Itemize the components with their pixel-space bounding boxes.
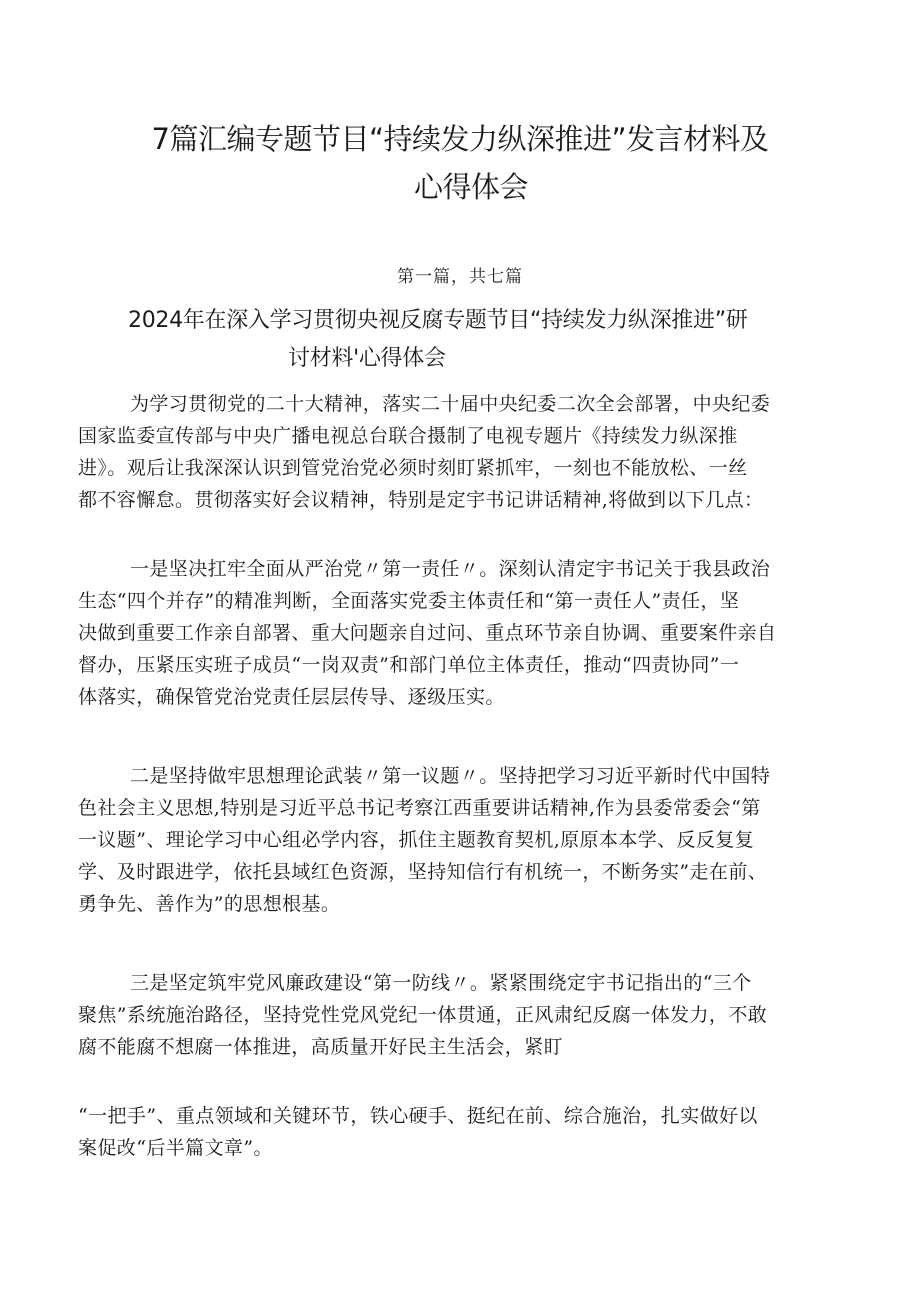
paragraph-line: 一是坚决扛牢全面从严治党〃第一责任〃。深刻认清定宇书记关于我县政治 [130, 558, 771, 580]
paragraph-intro [78, 388, 868, 516]
paragraph-line: 进》。观后让我深深认识到管党治党必须时刻盯紧抓牢，一刻也不能放松、一丝 [78, 457, 748, 479]
paragraph-point-3 [78, 967, 868, 1063]
document-title [60, 115, 860, 211]
paragraph-line: “一把手”、重点领域和关键环节，铁心硬手、挺纪在前、综合施治，扎实做好以 [78, 1105, 758, 1127]
paragraph-line: 一议题”、理论学习中心组必学内容，抓住主题教育契机,原原本本学、反反复复 [78, 829, 755, 851]
section-title-line-2: 讨材料'心得体会 [288, 346, 446, 371]
paragraph-line: 色社会主义思想,特别是习近平总书记考察江西重要讲话精神,作为县委常委会“第 [78, 797, 761, 819]
paragraph-line: 三是坚定筑牢党风廉政建设“第一防线〃。紧紧围绕定宇书记指出的“三个 [130, 972, 752, 994]
paragraph-line: 二是坚持做牢思想理论武装〃第一议题〃。坚持把学习习近平新时代中国特 [130, 765, 771, 787]
paragraph-line: 聚焦”系统施治路径，坚持党性党风党纪一体贯通，正风肃纪反腐一体发力，不敢 [78, 1004, 768, 1026]
paragraph-line: 督办，压紧压实班子成员“一岗双责”和部门单位主体责任，推动“四责协同”一 [78, 654, 740, 676]
section-title-line-1: 2024年在深入学习贯彻央视反腐专题节目“持续发力纵深推进”研 [128, 308, 748, 333]
paragraph-point-3-continued [78, 1100, 868, 1164]
paragraph-line: 案促改“后半篇文章”。 [78, 1137, 273, 1159]
paragraph-line: 体落实，确保管党治党责任层层传导、逐级压实。 [78, 686, 505, 708]
paragraph-line: 决做到重要工作亲自部署、重大问题亲自过问、重点环节亲自协调、重要案件亲自 [78, 622, 777, 644]
paragraph-line: 学、及时跟进学，依托县域红色资源，坚持知信行有机统一，不断务实”走在前、 [78, 861, 768, 883]
document-title-line-1: 7篇汇编专题节目“持续发力纵深推进”发言材料及 [151, 122, 769, 156]
paragraph-point-2 [78, 760, 868, 920]
paragraph-line: 生态“四个并存”的精准判断，全面落实党委主体责任和“第一责任人”责任，坚 [78, 590, 740, 612]
paragraph-line: 腐不能腐不想腐一体推进，高质量开好民主生活会，紧盯 [78, 1036, 564, 1058]
section-label: 第一篇，共七篇 [397, 267, 523, 287]
paragraph-line: 都不容懈怠。贯彻落实好会议精神，特别是定宇书记讲话精神,将做到以下几点： [78, 489, 764, 511]
document-title-line-2: 心得体会 [413, 170, 528, 204]
paragraph-line: 国家监委宣传部与中央广播电视总台联合摄制了电视专题片《持续发力纵深推 [78, 425, 738, 447]
paragraph-point-1 [78, 553, 868, 713]
paragraph-line: 勇争先、善作为”的思想根基。 [78, 893, 341, 915]
section-title [128, 302, 858, 378]
paragraph-line: 为学习贯彻党的二十大精神，落实二十届中央纪委二次全会部署，中央纪委 [130, 393, 771, 415]
